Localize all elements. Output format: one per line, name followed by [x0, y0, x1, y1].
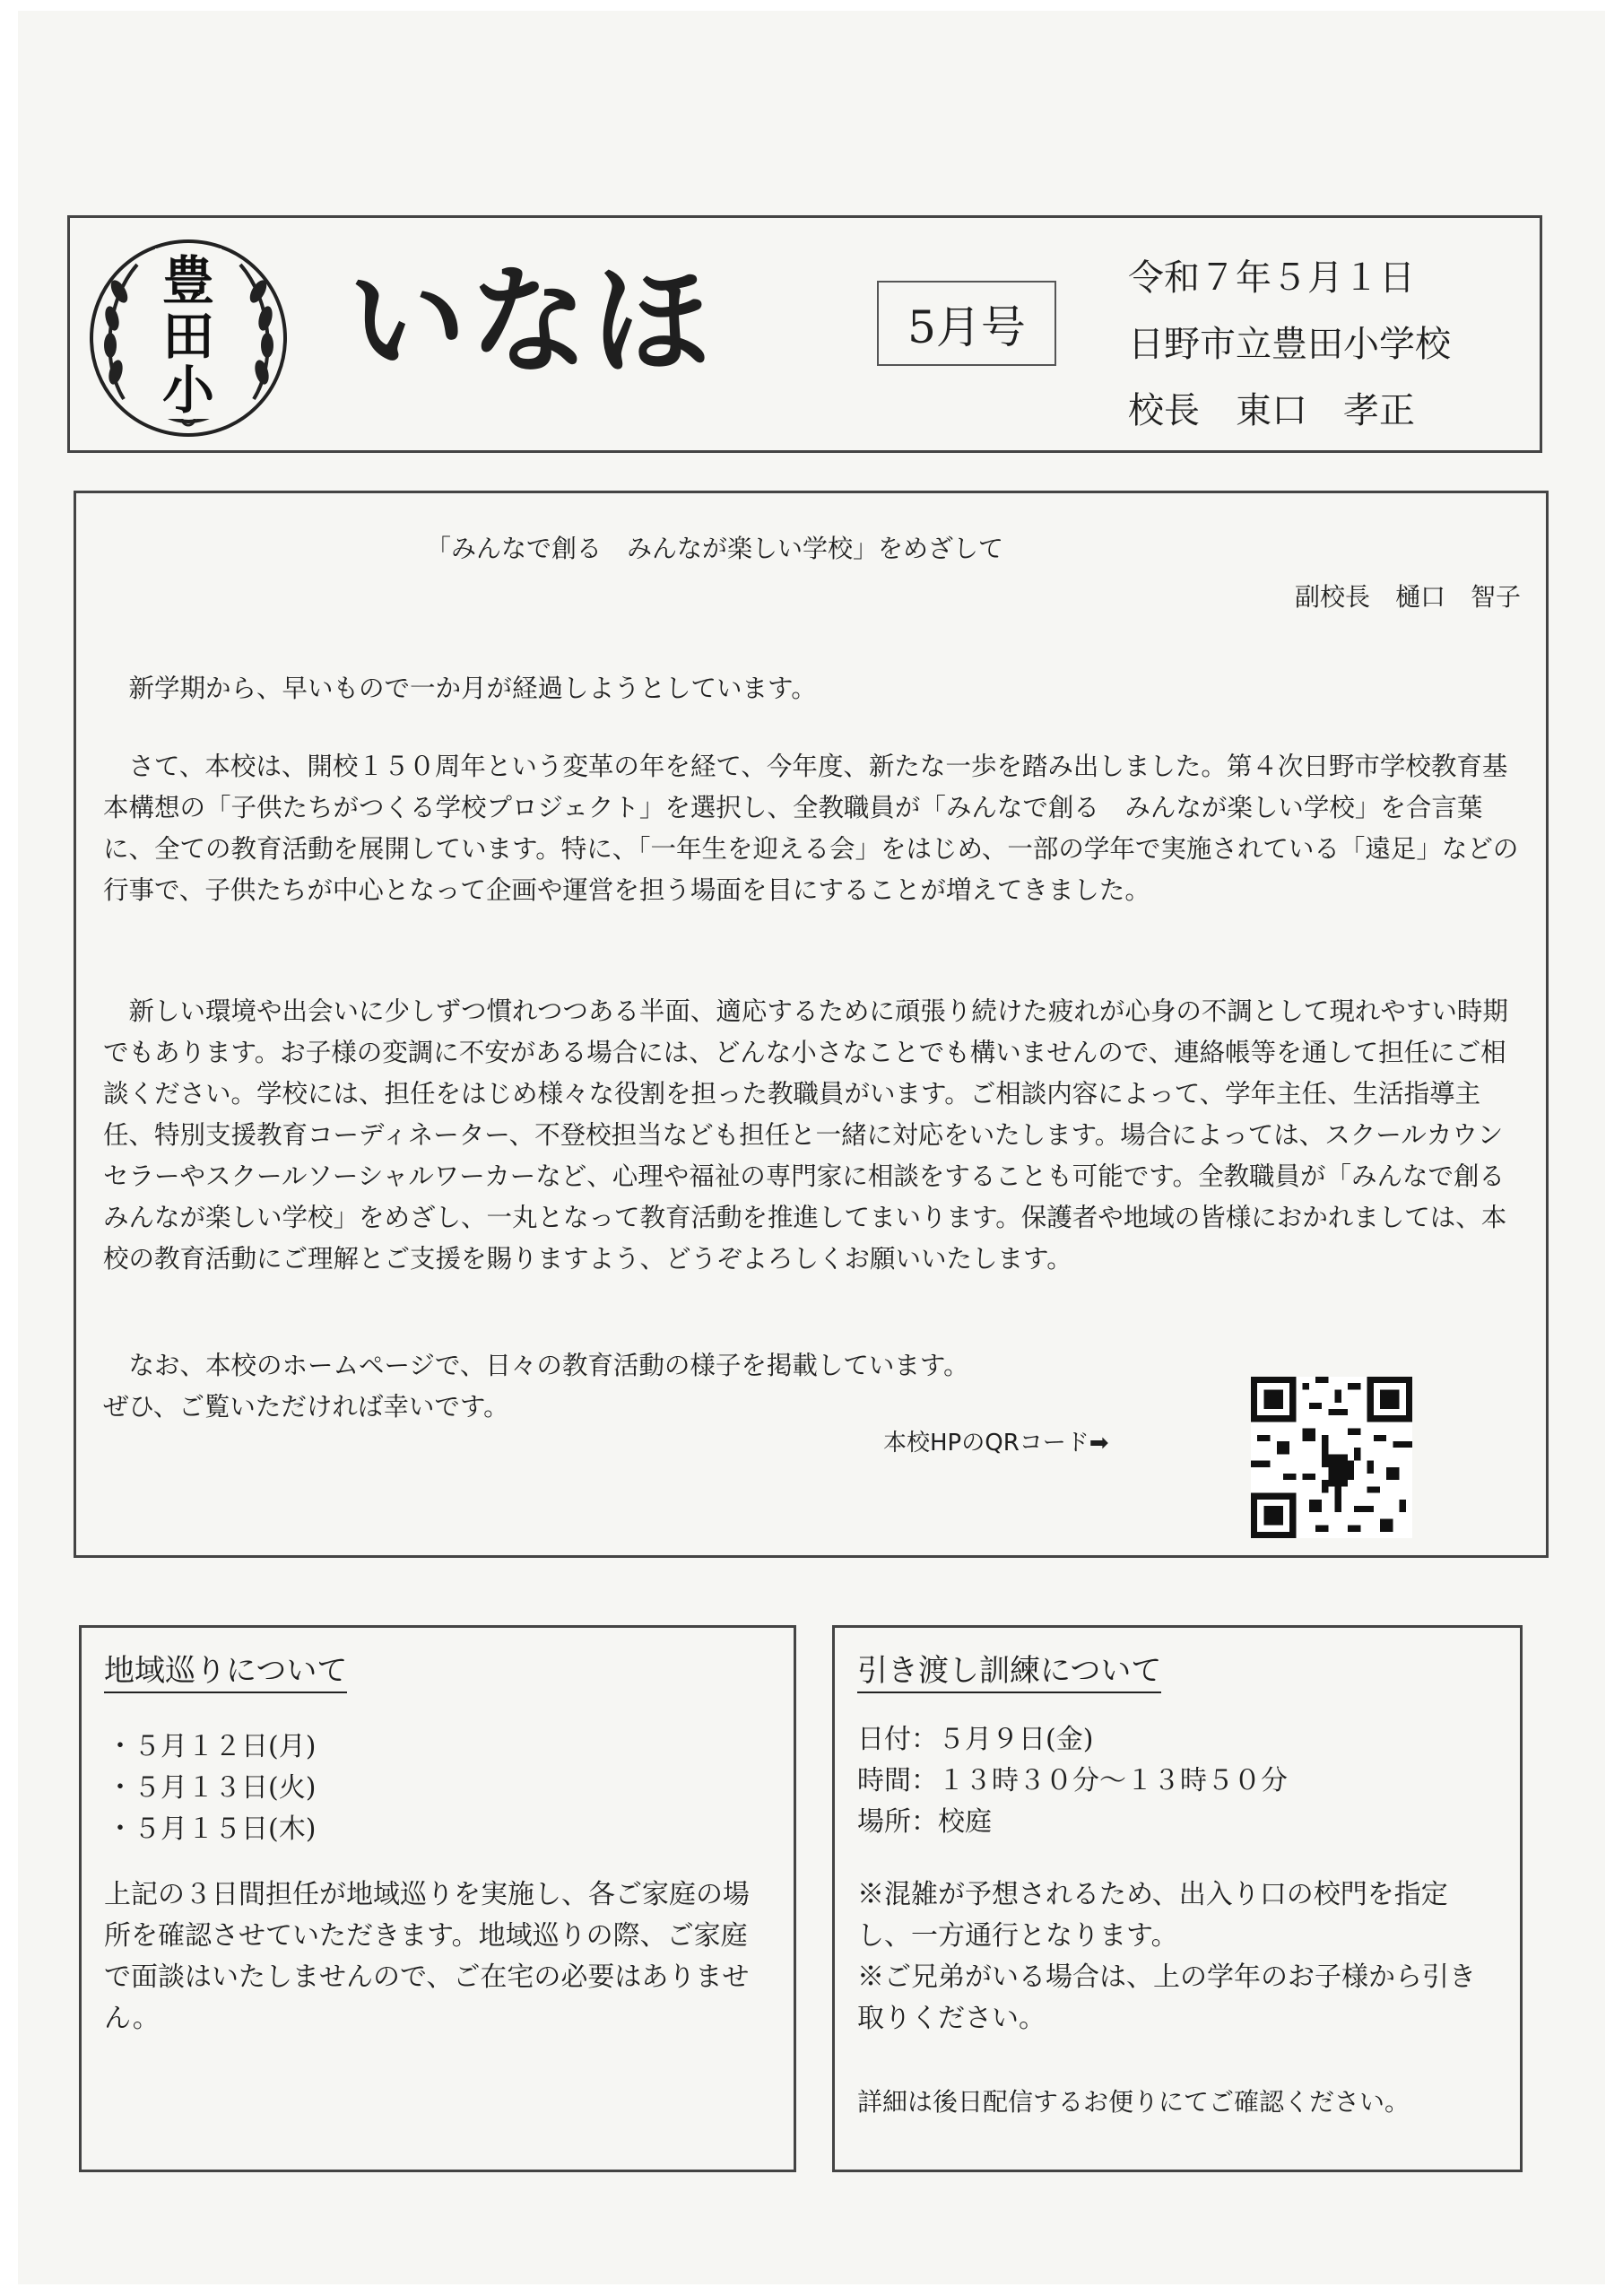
- newsletter-page: [18, 11, 1605, 2284]
- issue-label: 5月号: [877, 281, 1056, 366]
- masthead-title: いなほ: [348, 252, 714, 391]
- area-visit-date: ・５月１５日(木): [107, 1813, 317, 1845]
- drill-time: 時間：１３時３０分～１３時５０分: [857, 1765, 1288, 1796]
- school-name: 日野市立豊田小学校: [1128, 324, 1451, 365]
- newsletter-header: [67, 215, 1542, 453]
- homepage-qr-code-icon[interactable]: [1251, 1377, 1412, 1538]
- area-visit-date: ・５月１３日(火): [107, 1772, 317, 1804]
- message-paragraph: なお、本校のホームページで、日々の教育活動の様子を掲載しています。 ぜひ、ご覧いただければ幸いです。: [103, 1351, 969, 1422]
- area-visit-section: [79, 1625, 796, 2172]
- logo-char-3: 小: [161, 360, 215, 421]
- drill-note-siblings: ※ご兄弟がいる場合は、上の学年のお子様から引き取りください。: [857, 1961, 1476, 2034]
- area-visit-title: 地域巡りについて: [104, 1646, 347, 1693]
- area-visit-body: 上記の３日間担任が地域巡りを実施し、各ご家庭の場所を確認させていただきます。地域巡りの際、ご家庭で面談はいたしませんので、ご在宅の必要はありません。: [104, 1879, 750, 2034]
- vice-principal-message: [74, 491, 1549, 1558]
- handover-drill-title: 引き渡し訓練について: [857, 1646, 1161, 1693]
- issue-date: 令和７年５月１日: [1128, 257, 1415, 299]
- area-visit-dates: [107, 1726, 316, 1850]
- drill-note-entrance: ※混雑が予想されるため、出入り口の校門を指定し、一方通行となります。: [857, 1879, 1448, 1952]
- message-paragraph: 新しい環境や出会いに少しずつ慣れつつある半面、適応するために頑張り続けた疲れが心身の不調として現れやすい時期でもあります。お子様の変調に不安がある場合には、どんな小さなことでも構いませんので、連絡帳等を通して担任にご相談ください。学校には、担任をはじめ様々な役割を担った教職員がいます。ご相談内容によって、学年主任、生活指導主任、特別支援教育コーディネーター、不登校担当なども担任と一緒に対応をいたします。場合によっては、スクールカウンセラーやスクールソーシャルワーカーなど、心理や福祉の専門家に相談をすることも可能です。全教職員が「みんなで創る みんなが楽しい学校」をめざし、一丸となって教育活動を推進してまいります。保護者や地域の皆様におかれましては、本校の教育活動にご理解とご支援を賜りますよう、どうぞよろしくお願いいたします。: [103, 996, 1531, 1274]
- logo-char-1: 豊: [161, 250, 215, 311]
- drill-date: 日付：５月９日(金): [857, 1724, 1094, 1755]
- message-author: 副校長 樋口 智子: [1294, 582, 1521, 612]
- message-title: 「みんなで創る みんなが楽しい学校」をめざして: [426, 534, 1004, 563]
- message-paragraph: 新学期から、早いもので一か月が経過しようとしています。: [128, 674, 817, 703]
- message-paragraph: さて、本校は、開校１５０周年という変革の年を経て、今年度、新たな一歩を踏み出しました。第４次日野市学校教育基本構想の「子供たちがつくる学校プロジェクト」を選択し、全教職員が「みんなで創る みんなが楽しい学校」を合言葉に、全ての教育活動を展開しています。特に、「一年生を迎える会」をはじめ、一部の学年で実施されている「遠足」などの行事で、子供たちが中心となって企画や運営を担う場面を目にすることが増えてきました。: [103, 752, 1519, 905]
- handover-drill-section: [832, 1625, 1523, 2172]
- school-logo-icon: [83, 229, 294, 439]
- drill-footer: 詳細は後日配信するお便りにてご確認ください。: [857, 2087, 1410, 2117]
- issue-info: [1128, 245, 1451, 444]
- handover-drill-details: [857, 1719, 1288, 1843]
- drill-place: 場所：校庭: [857, 1806, 992, 1838]
- area-visit-date: ・５月１２日(月): [107, 1731, 317, 1762]
- logo-char-2: 田: [161, 306, 215, 367]
- qr-caption: 本校HPのQRコード➡: [883, 1430, 1109, 1457]
- principal-name: 校長 東口 孝正: [1128, 390, 1415, 431]
